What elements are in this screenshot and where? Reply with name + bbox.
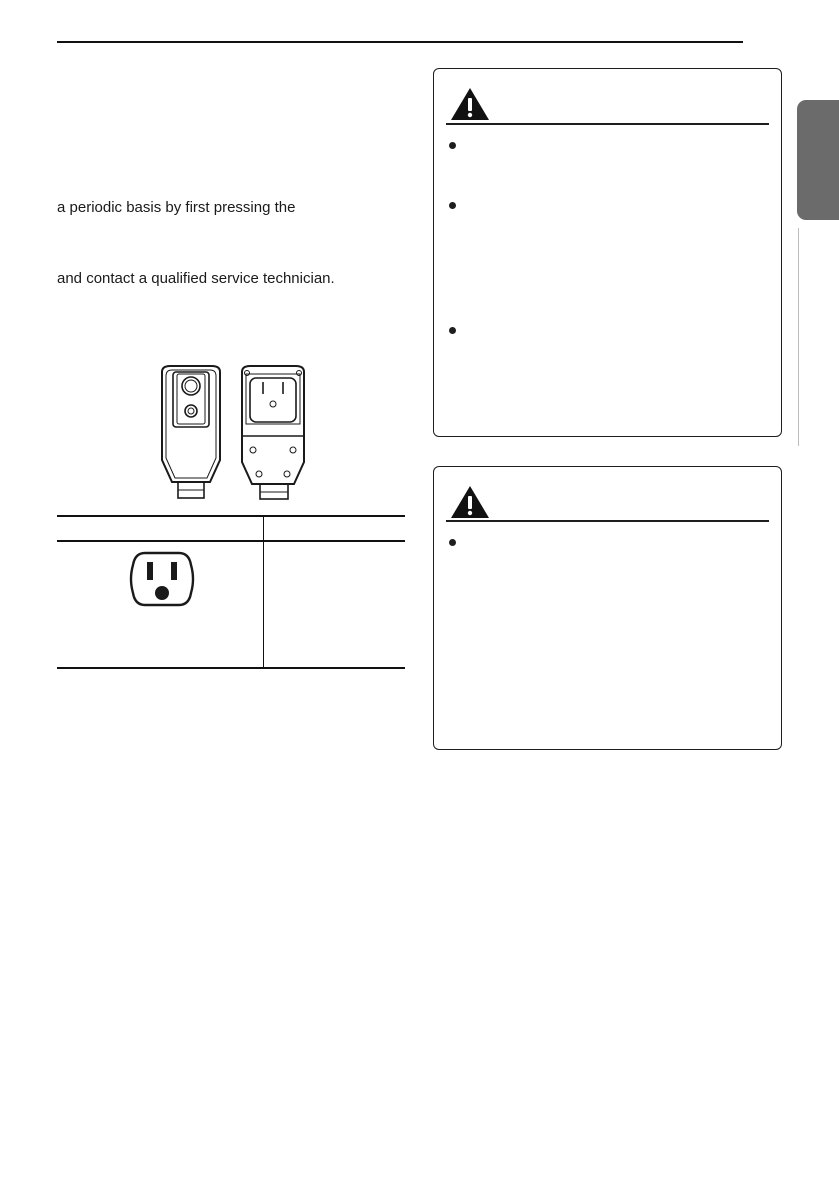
warning-box-1 xyxy=(433,68,782,437)
warning-bullet xyxy=(449,142,456,149)
warning-bullet xyxy=(449,539,456,546)
table-column-divider xyxy=(263,515,264,669)
warning-box-2-rule xyxy=(446,520,769,522)
grounded-outlet-icon xyxy=(129,551,195,612)
outlet-table xyxy=(57,515,405,669)
chapter-side-tab xyxy=(797,100,839,220)
table-top-rule xyxy=(57,515,405,517)
warning-box-1-rule xyxy=(446,123,769,125)
body-text-line-1: a periodic basis by first pressing the xyxy=(57,199,296,216)
warning-bullet xyxy=(449,327,456,334)
warning-triangle-icon xyxy=(450,485,490,524)
table-header-rule xyxy=(57,540,405,542)
table-bottom-rule xyxy=(57,667,405,669)
header-rule xyxy=(57,41,743,43)
warning-box-2 xyxy=(433,466,782,750)
warning-triangle-icon xyxy=(450,87,490,126)
side-divider-line xyxy=(798,228,799,446)
plug-adapter-illustration xyxy=(150,364,320,502)
body-text-line-2: and contact a qualified service technician. xyxy=(57,270,335,287)
warning-bullet xyxy=(449,202,456,209)
